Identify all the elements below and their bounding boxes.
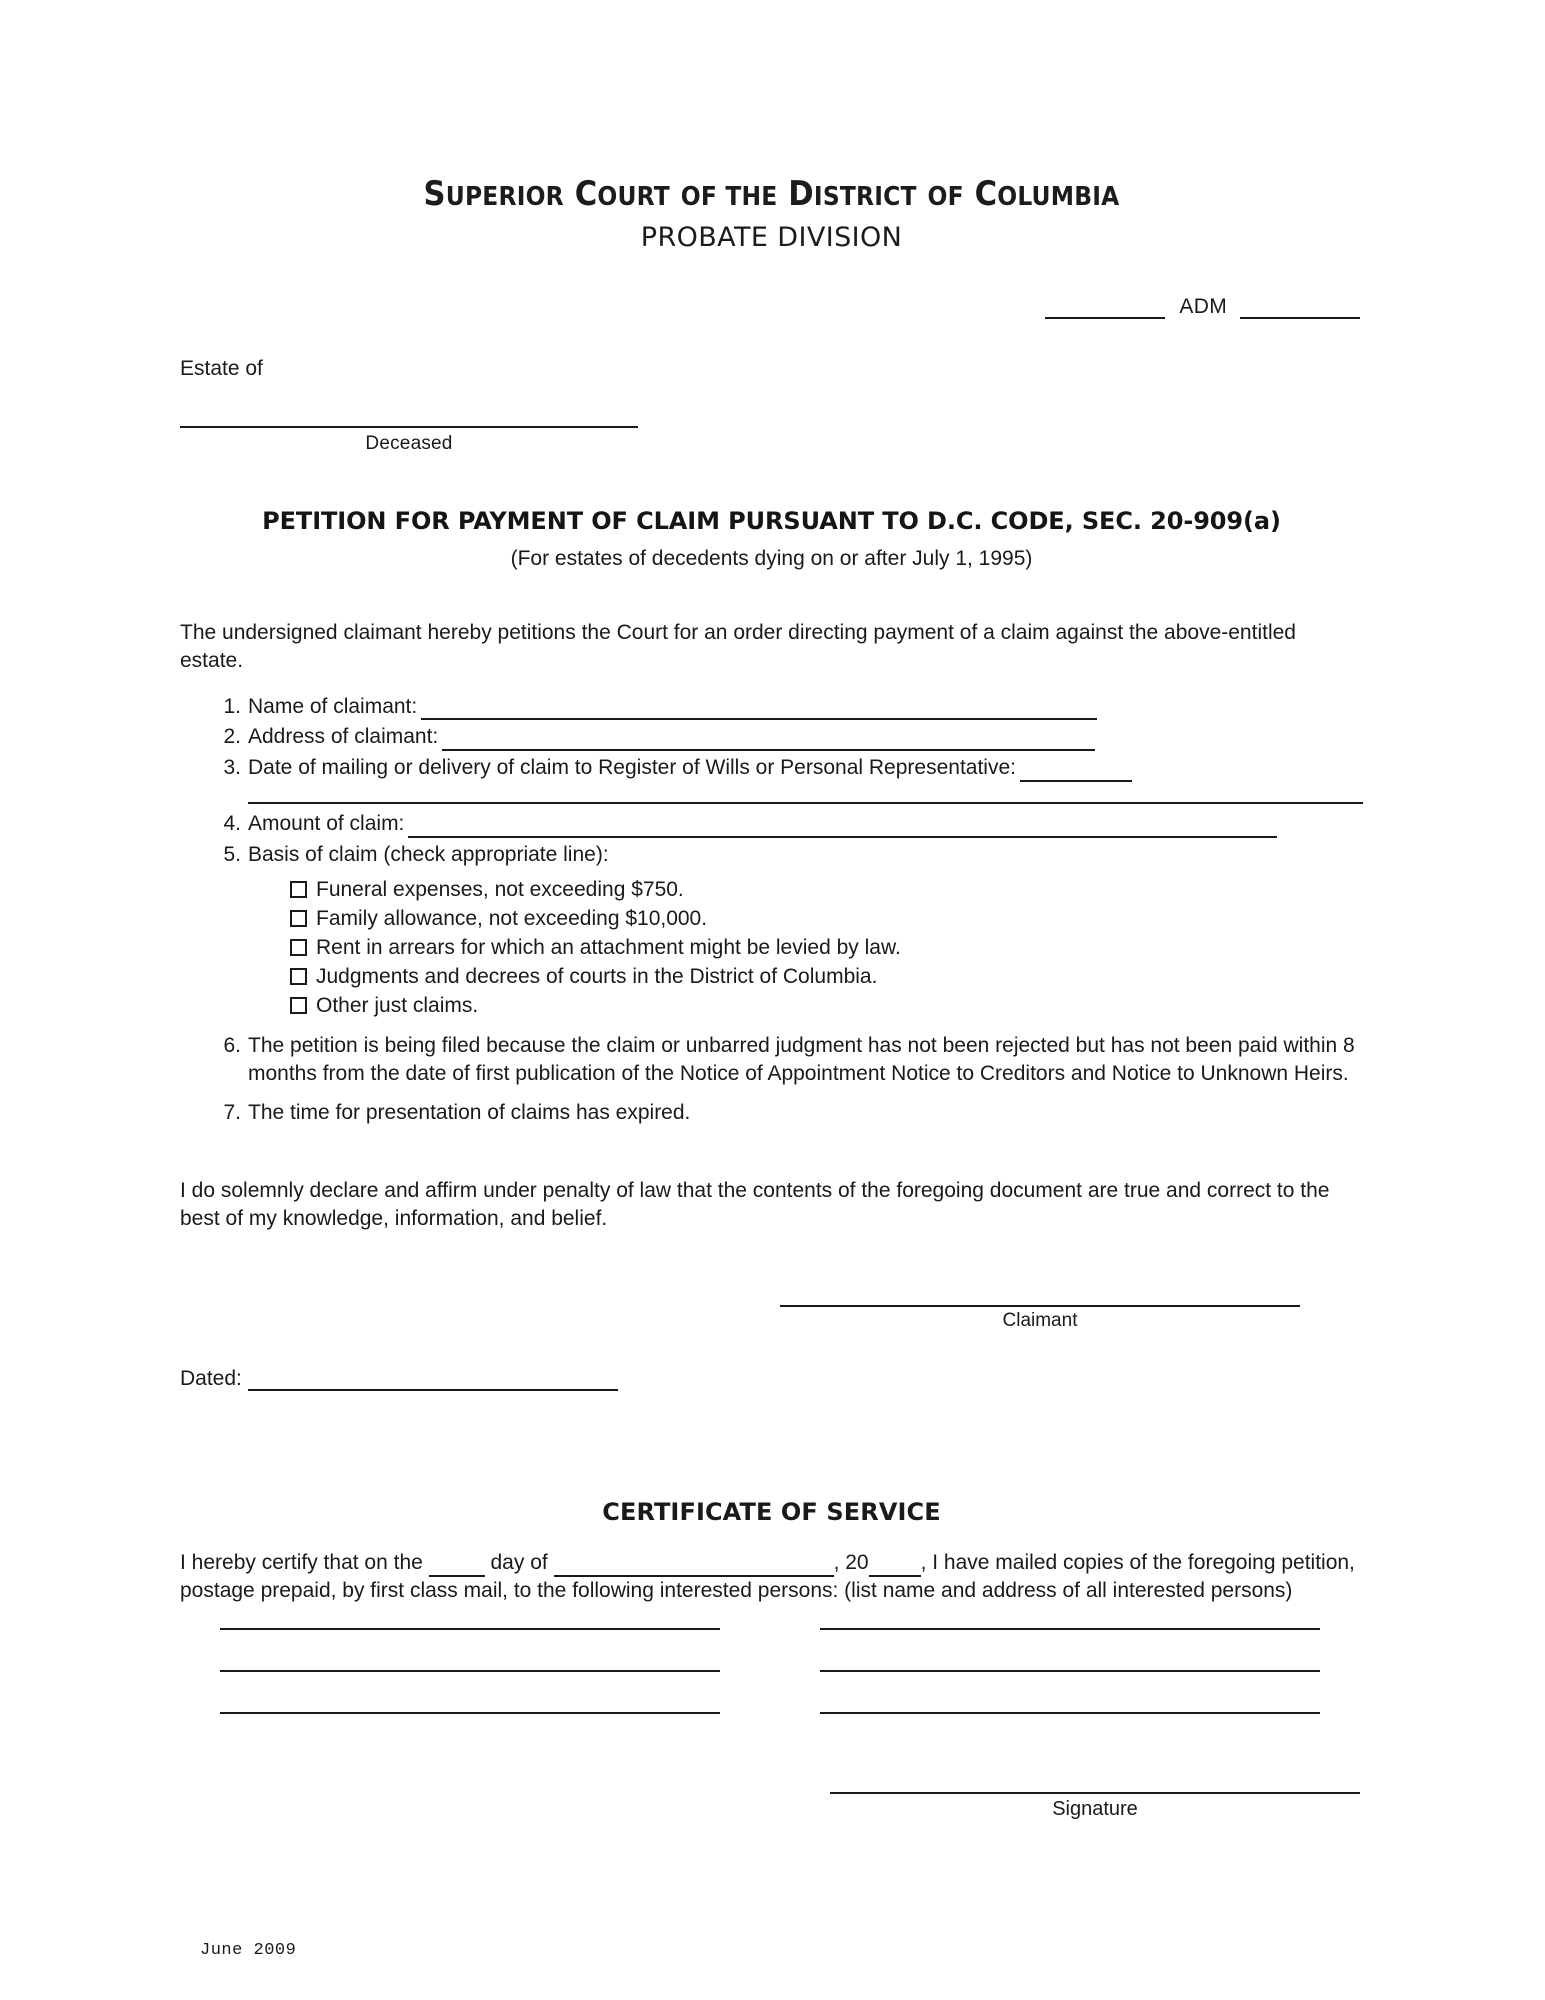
petition-item-1 <box>180 693 1363 721</box>
signature-caption: Signature <box>1052 1798 1138 1821</box>
item-number: 4. <box>223 812 241 836</box>
basis-option-other-just-claims[interactable] <box>290 992 1363 1021</box>
certificate-of-service-body <box>180 1549 1363 1605</box>
interested-person-blank[interactable] <box>820 1712 1320 1714</box>
claimant-name-blank[interactable] <box>421 701 1097 720</box>
interested-person-blank[interactable] <box>820 1628 1320 1630</box>
interested-person-blank[interactable] <box>220 1628 720 1630</box>
basis-option-label: Family allowance, not exceeding $10,000. <box>316 907 708 931</box>
cos-line1-part-c: , 20 <box>833 1550 869 1574</box>
division-title: PROBATE DIVISION <box>640 221 903 253</box>
petition-intro: The undersigned claimant hereby petitions the Court for an order directing payment of a claim against the above-entitled estate. <box>180 620 1296 672</box>
court-title-text: SUPERIOR COURT OF THE DISTRICT OF COLUMBIA <box>423 174 1120 214</box>
cos-line2: the foregoing petition, postage prepaid, by first class mail, to the following interested persons: (list <box>180 1550 1355 1602</box>
form-revision-footer: June 2009 <box>200 1941 297 1960</box>
cos-line3: name and address of all interested persons) <box>882 1578 1293 1602</box>
item-label: Name of claimant: <box>248 694 418 718</box>
item-number: 5. <box>223 843 241 867</box>
basis-option-label: Funeral expenses, not exceeding $750. <box>316 878 684 902</box>
service-day-blank[interactable] <box>429 1559 485 1577</box>
item-label: The petition is being filed because the claim or unbarred judgment has not been rejected but has not been paid within 8 months from the date of first publication of the Notice of Appointment Notice to Creditors and Notice to Unknown Heirs. <box>248 1033 1355 1085</box>
basis-option-funeral-expenses[interactable] <box>290 876 1363 905</box>
interested-persons-lines <box>180 1628 1363 1714</box>
basis-option-label: Judgments and decrees of courts in the District of Columbia. <box>316 965 878 989</box>
claimant-caption: Claimant <box>1002 1309 1078 1331</box>
dated-row <box>180 1367 618 1391</box>
item-label: Amount of claim: <box>248 812 405 836</box>
basis-option-family-allowance[interactable] <box>290 905 1363 934</box>
basis-option-label: Other just claims. <box>316 994 479 1018</box>
deceased-caption: Deceased <box>365 432 453 454</box>
interested-person-blank[interactable] <box>220 1670 720 1672</box>
declaration-paragraph: I do solemnly declare and affirm under penalty of law that the contents of the foregoing document are true and correct to the best of my knowledge, information, and belief. <box>180 1178 1330 1230</box>
service-month-blank[interactable] <box>554 1559 834 1577</box>
petition-items-list <box>180 693 1363 1127</box>
estate-of-label: Estate of <box>180 356 263 380</box>
checkbox-icon[interactable] <box>290 881 307 898</box>
item-label: Address of claimant: <box>248 725 439 749</box>
petition-item-7 <box>180 1099 1363 1127</box>
claim-amount-blank[interactable] <box>408 819 1277 838</box>
item-number: 2. <box>223 725 241 749</box>
claimant-signature-block <box>180 1305 1363 1425</box>
claimant-signature-blank[interactable] <box>780 1305 1300 1307</box>
item-number: 6. <box>223 1033 241 1057</box>
court-title <box>180 174 1363 214</box>
petition-item-3 <box>180 754 1363 804</box>
item-label: Date of mailing or delivery of claim to Register of Wills or Personal Representative: <box>248 756 1016 780</box>
petition-item-2 <box>180 723 1363 751</box>
cos-line1-part-d: , I have mailed copies of <box>920 1550 1148 1574</box>
document-content <box>180 0 1363 1852</box>
adm-label: ADM <box>1179 294 1227 318</box>
item-number: 1. <box>223 694 241 718</box>
basis-option-label: Rent in arrears for which an attachment might be levied by law. <box>316 936 901 960</box>
item-label: Basis of claim (check appropriate line): <box>248 843 609 867</box>
petition-item-5 <box>180 841 1363 1021</box>
claimant-address-blank[interactable] <box>442 732 1095 751</box>
certificate-signature-block <box>180 1792 1363 1852</box>
interested-person-blank[interactable] <box>820 1670 1320 1672</box>
cos-line1-part-a: I hereby certify that on the <box>180 1550 423 1574</box>
petition-item-6 <box>180 1032 1363 1088</box>
case-number-suffix-blank[interactable] <box>1240 299 1360 319</box>
certificate-of-service-title: CERTIFICATE OF SERVICE <box>602 1497 941 1526</box>
checkbox-icon[interactable] <box>290 997 307 1014</box>
dated-label: Dated: <box>180 1366 242 1390</box>
case-number-row <box>180 295 1363 319</box>
certificate-signature-blank[interactable] <box>830 1792 1360 1794</box>
interested-person-blank[interactable] <box>220 1712 720 1714</box>
item-label: The time for presentation of claims has expired. <box>248 1100 691 1124</box>
cos-line1-part-b: day of <box>490 1550 548 1574</box>
petition-subtitle: (For estates of decedents dying on or after July 1, 1995) <box>510 546 1033 570</box>
checkbox-icon[interactable] <box>290 939 307 956</box>
checkbox-icon[interactable] <box>290 968 307 985</box>
dated-blank[interactable] <box>248 1372 618 1391</box>
basis-option-rent-in-arrears[interactable] <box>290 934 1363 963</box>
petition-item-4 <box>180 810 1363 838</box>
case-number-prefix-blank[interactable] <box>1045 299 1165 319</box>
basis-of-claim-options <box>248 876 1363 1021</box>
service-year-blank[interactable] <box>869 1559 921 1577</box>
checkbox-icon[interactable] <box>290 910 307 927</box>
petition-title: PETITION FOR PAYMENT OF CLAIM PURSUANT TO D.C. CODE, SEC. 20-909(a) <box>262 506 1281 535</box>
basis-option-judgments-and-decrees[interactable] <box>290 963 1363 992</box>
item-number: 3. <box>223 756 241 780</box>
mailing-date-blank-continued[interactable] <box>248 782 1363 804</box>
item-number: 7. <box>223 1100 241 1124</box>
mailing-date-blank[interactable] <box>1020 763 1132 782</box>
